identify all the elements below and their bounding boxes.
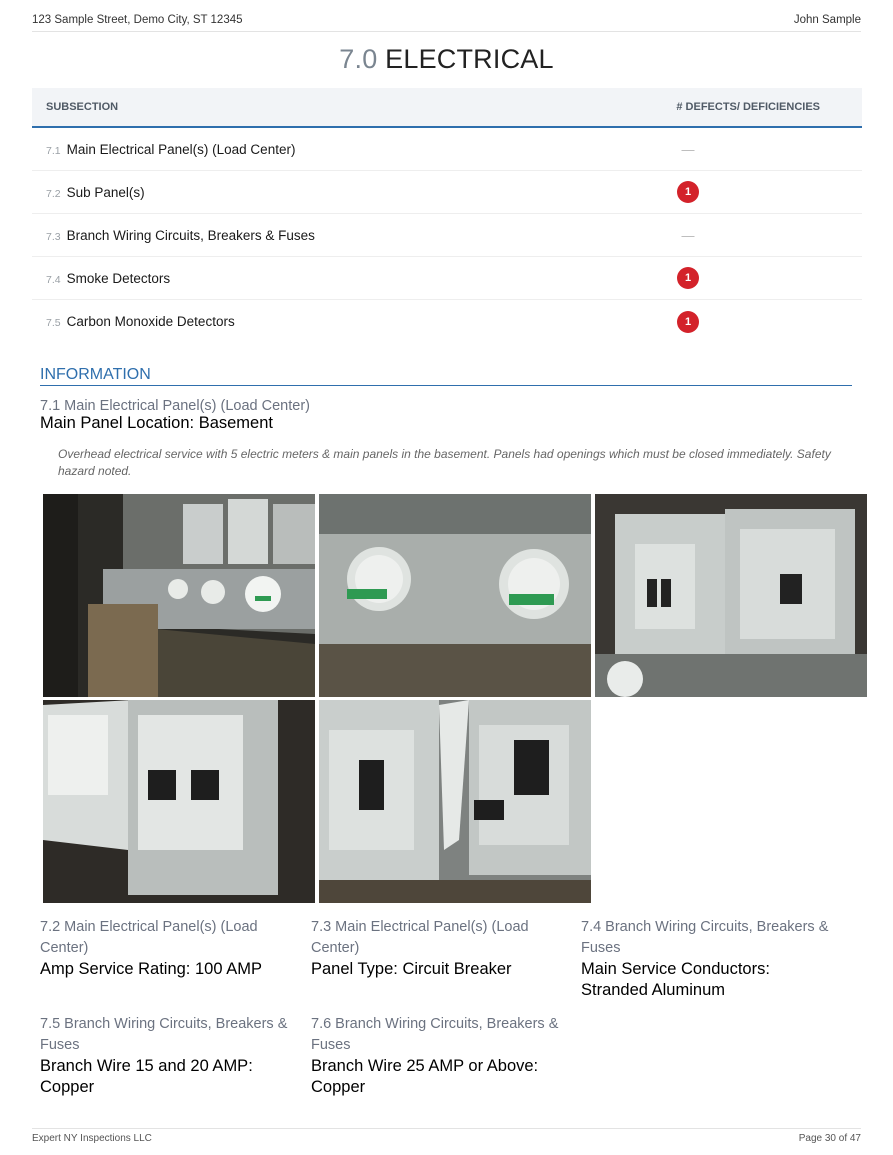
no-defect-dash: — (681, 227, 695, 243)
info-item-label (40, 959, 295, 980)
subsection-row-title (46, 271, 170, 286)
photo-panel-open[interactable] (43, 700, 315, 903)
section-number: 7.0 (339, 44, 378, 74)
info-item-value: Basement (198, 414, 273, 432)
info-item-label (581, 959, 836, 1001)
subsection-name: Smoke Detectors (66, 270, 171, 286)
info-item-value: Stranded Aluminum (581, 981, 725, 999)
subsection-row[interactable] (32, 300, 862, 343)
defect-status (676, 228, 700, 243)
photo-meters-closeup[interactable] (319, 494, 591, 697)
company-name: Expert NY Inspections LLC (32, 1133, 152, 1144)
subsection-row[interactable] (32, 171, 862, 214)
info-item-value: 100 AMP (195, 960, 262, 978)
info-item-label (40, 1056, 295, 1098)
info-item-key: Main Service Conductors: (581, 960, 770, 978)
photo-main-panels-image (595, 494, 867, 697)
subsection-number: 7.4 (46, 273, 61, 286)
photo-meters-overview[interactable] (43, 494, 315, 697)
client-name: John Sample (793, 14, 861, 26)
page-number: Page 30 of 47 (798, 1133, 861, 1144)
defect-status (676, 142, 700, 157)
info-item-main-panel-location (40, 398, 310, 433)
section-name: ELECTRICAL (385, 44, 554, 74)
info-item-key: Branch Wire 15 and 20 AMP: (40, 1057, 253, 1075)
info-item-subsection: 7.1 Main Electrical Panel(s) (Load Center) (40, 398, 310, 414)
inspector-comment: Overhead electrical service with 5 electric meters & main panels in the basement. Panels had openings which must be closed immediately. Safety hazard noted. (58, 447, 831, 478)
info-item-subsection: 7.6 Branch Wiring Circuits, Breakers & Fuses (311, 1016, 559, 1053)
info-item-subsection: 7.2 Main Electrical Panel(s) (Load Center) (40, 919, 258, 956)
no-defect-dash: — (681, 141, 695, 157)
defect-status (676, 181, 700, 203)
photo-main-panels[interactable] (595, 494, 867, 697)
subsection-row[interactable] (32, 214, 862, 257)
info-item-panel-type (311, 917, 566, 980)
info-item-subsection: 7.3 Main Electrical Panel(s) (Load Center) (311, 919, 529, 956)
subsection-row[interactable] (32, 128, 862, 171)
subsection-table-header (32, 88, 862, 128)
subsection-row-title (46, 228, 315, 243)
section-title (0, 44, 893, 75)
subsection-table (32, 88, 862, 343)
subsection-number: 7.3 (46, 230, 61, 243)
subsection-name: Sub Panel(s) (66, 184, 145, 200)
page-footer (32, 1128, 861, 1144)
subsection-row-title (46, 314, 235, 329)
property-address: 123 Sample Street, Demo City, ST 12345 (32, 14, 243, 26)
subsection-name: Main Electrical Panel(s) (Load Center) (66, 141, 296, 157)
subsection-name: Carbon Monoxide Detectors (66, 314, 235, 329)
info-item-key: Amp Service Rating: (40, 960, 191, 978)
info-item-service-conductors (581, 917, 836, 1001)
page-header (32, 14, 861, 32)
information-heading: INFORMATION (40, 366, 852, 386)
info-item-label (40, 414, 310, 433)
defect-count-badge: 1 (677, 181, 699, 203)
col-subsection-header: SUBSECTION (46, 101, 119, 113)
info-item-label (311, 1056, 566, 1098)
info-item-value: Circuit Breaker (402, 960, 512, 978)
photo-meters-closeup-image (319, 494, 591, 697)
col-defects-header: # DEFECTS/ DEFICIENCIES (676, 101, 820, 113)
info-item-value: Copper (311, 1078, 366, 1096)
photo-panel-open-image (43, 700, 315, 903)
info-item-subsection: 7.4 Branch Wiring Circuits, Breakers & Fuses (581, 919, 829, 956)
info-item-value: Copper (40, 1078, 95, 1096)
defect-count-badge: 1 (677, 267, 699, 289)
photo-panels-openings[interactable] (319, 700, 591, 903)
subsection-row[interactable] (32, 257, 862, 300)
info-item-branch-wire-25 (311, 1014, 566, 1098)
photo-meters-overview-image (43, 494, 315, 697)
subsection-number: 7.1 (46, 144, 61, 157)
info-item-subsection: 7.5 Branch Wiring Circuits, Breakers & Fuses (40, 1016, 288, 1053)
defect-count-badge: 1 (677, 311, 699, 333)
defect-status (676, 311, 700, 333)
info-item-key: Branch Wire 25 AMP or Above: (311, 1057, 539, 1075)
subsection-number: 7.5 (46, 317, 61, 329)
info-item-amp-service (40, 917, 295, 980)
photo-panels-openings-image (319, 700, 591, 903)
info-item-label (311, 959, 566, 980)
subsection-row-title (46, 185, 145, 200)
subsection-name: Branch Wiring Circuits, Breakers & Fuses (66, 227, 315, 243)
info-item-branch-wire-15-20 (40, 1014, 295, 1098)
info-item-key: Main Panel Location: (40, 414, 195, 432)
subsection-number: 7.2 (46, 187, 61, 200)
subsection-row-title (46, 142, 295, 157)
defect-status (676, 267, 700, 289)
info-item-key: Panel Type: (311, 960, 398, 978)
